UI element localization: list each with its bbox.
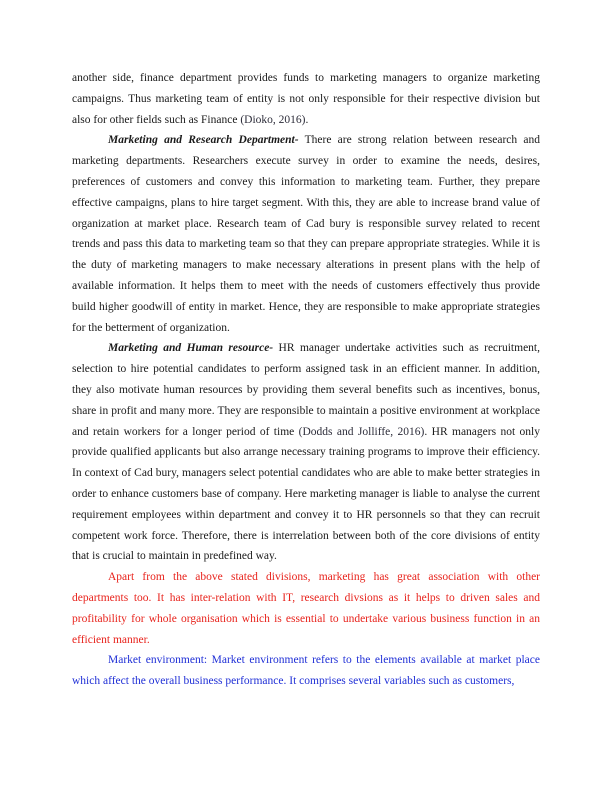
paragraph-finance-continuation (72, 68, 540, 130)
citation: (Dodds and Jolliffe, 2016) (298, 425, 425, 438)
section-heading: Marketing and Human resource- (108, 342, 274, 355)
paragraph-text: another side, finance department provides funds to marketing managers to organize marketing campaigns. Thus marketing team of entity is not only responsible for their respective division but also for other fields such as Finance (72, 72, 540, 126)
paragraph-other-departments (72, 567, 540, 650)
paragraph-text: Market environment: Market environment refers to the elements available at market place which affect the overall business performance. It comprises several variables such as customers, (72, 654, 540, 688)
citation: (Dioko, 2016) (240, 113, 306, 126)
paragraph-text: . HR managers not only provide qualified applicants but also arrange necessary training programs to improve their efficiency. In context of Cad bury, managers select potential candidates who are able to make better strategies in order to enhance customers base of company. Here marketing manager is liable to analyse the current requirement employees within department and convey it to HR personnels so that they can recruit competent work force. Therefore, there is interrelation between both of the core divisions of entity that is crucial to maintain in predefined way. (72, 425, 540, 563)
paragraph-marketing-research (72, 130, 540, 338)
section-heading: Marketing and Research Department- (108, 134, 299, 147)
paragraph-text: HR manager undertake activities such as recruitment, selection to hire potential candidates to perform assigned task in an efficient manner. In addition, they also motivate human resources by providing them several benefits such as incentives, bonus, share in profit and many more. They are responsible to maintain a positive environment at workplace and retain workers for a longer period of time (72, 342, 540, 438)
paragraph-market-environment (72, 650, 540, 692)
paragraph-text: There are strong relation between research and marketing departments. Researchers execute survey in order to examine the needs, desires, preferences of customers and convey this information to marketing team. Further, they prepare effective campaigns, plans to hire target segment. With this, they are able to increase brand value of organization at market place. Research team of Cad bury is responsible survey related to recent trends and pass this data to marketing team so that they can prepare appropriate strategies. While it is the duty of marketing managers to make necessary alterations in present plans with the help of available information. It helps them to meet with the needs of customers effectively thus provide build higher goodwill of entity in market. Hence, they are responsible to make appropriate strategies for the betterment of organization. (72, 134, 540, 334)
paragraph-marketing-hr (72, 338, 540, 567)
document-page (72, 68, 540, 692)
paragraph-text: . (305, 113, 309, 126)
paragraph-text: Apart from the above stated divisions, marketing has great association with other departments too. It has inter-relation with IT, research divsions as it helps to driven sales and profitability for whole organisation which is essential to undertake various business function in an efficient manner. (72, 571, 540, 646)
